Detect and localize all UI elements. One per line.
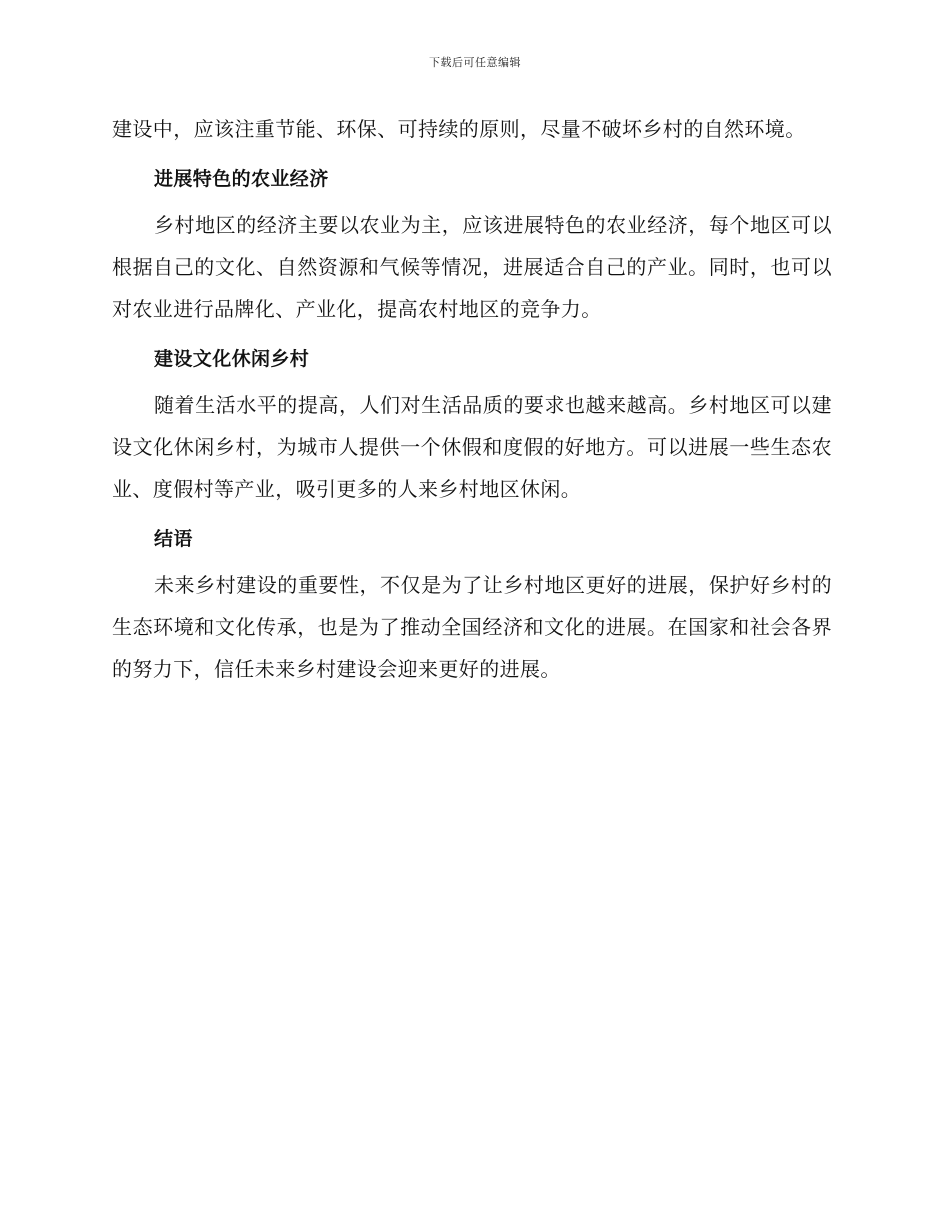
section-heading-conclusion: 结语 xyxy=(154,528,193,550)
intro-paragraph: 建设中，应该注重节能、环保、可持续的原则，尽量不破坏乡村的自然环境。 xyxy=(112,117,806,141)
section-body-leisure: 随着生活水平的提高，人们对生活品质的要求也越来越高。乡村地区可以建设文化休闲乡村，为城市人提供一个休假和度假的好地方。可以进展一些生态农业、度假村等产业，吸引更多的人来乡村地区休闲。 xyxy=(112,393,832,501)
section-body-agriculture: 乡村地区的经济主要以农业为主，应该进展特色的农业经济，每个地区可以根据自己的文化、自然资源和气候等情况，进展适合自己的产业。同时，也可以对农业进行品牌化、产业化，提高农村地区的竞争力。 xyxy=(112,213,832,321)
section-body-conclusion: 未来乡村建设的重要性，不仅是为了让乡村地区更好的进展，保护好乡村的生态环境和文化传承，也是为了推动全国经济和文化的进展。在国家和社会各界的努力下，信任未来乡村建设会迎来更好的进展。 xyxy=(112,573,832,681)
spacer xyxy=(112,150,832,154)
page-header: 下载后可任意编辑 xyxy=(429,56,521,69)
section-heading-agriculture: 进展特色的农业经济 xyxy=(154,168,329,190)
document-body xyxy=(112,108,832,690)
section-heading-leisure: 建设文化休闲乡村 xyxy=(154,348,310,370)
spacer xyxy=(112,510,832,514)
spacer xyxy=(112,330,832,334)
